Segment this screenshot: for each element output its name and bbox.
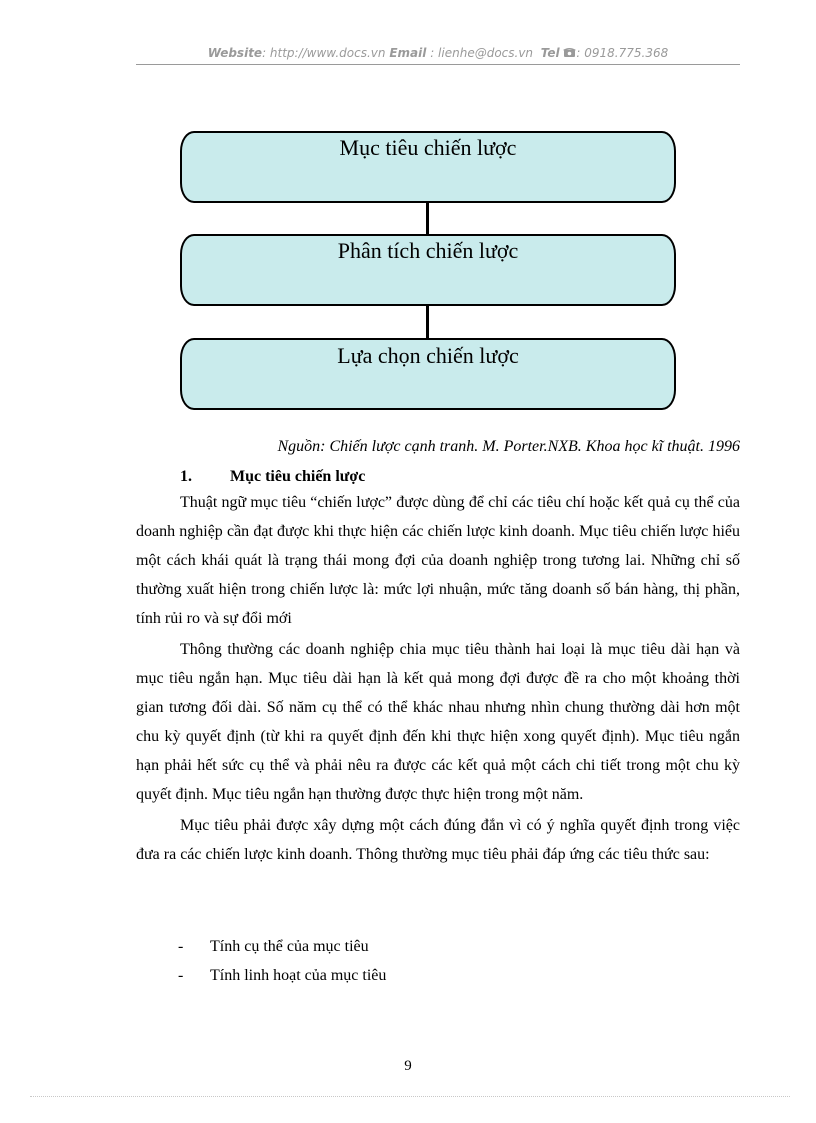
email-label: Email	[389, 46, 427, 60]
diagram-box-strategic-objectives	[180, 131, 676, 203]
diagram-box-label: Lựa chọn chiến lược	[337, 343, 519, 368]
website-value: : http://www.docs.vn	[262, 46, 386, 60]
diagram-source-caption: Nguồn: Chiến lược cạnh tranh. M. Porter.NXB. Khoa học kĩ thuật. 1996	[277, 438, 740, 455]
paragraph: Thuật ngữ mục tiêu “chiến lược” được dùng để chỉ các tiêu chí hoặc kết quả cụ thể của doanh nghiệp cần đạt được khi thực hiện các chiến lược kinh doanh. Mục tiêu chiến lược hiểu một cách khái quát là trạng thái mong đợi của doanh nghiệp trong tương lai. Những chỉ số thường xuất hiện trong chiến lược là: mức lợi nhuận, mức tăng doanh số bán hàng, thị phần, tính rủi ro và sự đổi mới	[136, 494, 740, 627]
paragraph: Thông thường các doanh nghiệp chia mục tiêu thành hai loại là mục tiêu dài hạn và mục tiêu ngắn hạn. Mục tiêu dài hạn là kết quả mong đợi được đề ra cho một khoảng thời gian tương đối dài. Số năm cụ thể có thể khác nhau nhưng nhìn chung thường dài hơn một chu kỳ quyết định (từ khi ra quyết định đến khi thực hiện xong quyết định). Mục tiêu ngắn hạn phải hết sức cụ thể và phải nêu ra được các kết quả một cách chi tiết trong một chu kỳ quyết định. Mục tiêu ngắn hạn thường được thực hiện trong một năm.	[136, 641, 740, 803]
diagram-connector	[426, 203, 429, 234]
section-heading	[180, 468, 365, 486]
criteria-list	[178, 938, 386, 996]
diagram-box-label: Phân tích chiến lược	[337, 238, 519, 263]
tel-label: Tel	[540, 46, 560, 60]
paragraph: Mục tiêu phải được xây dựng một cách đúng đắn vì có ý nghĩa quyết định trong việc đưa ra các chiến lược kinh doanh. Thông thường mục tiêu phải đáp ứng các tiêu thức sau:	[136, 817, 740, 863]
page-header	[136, 46, 740, 60]
list-item-text: Tính cụ thể của mục tiêu	[210, 938, 369, 955]
header-divider	[136, 64, 740, 65]
diagram-box-strategy-selection	[180, 338, 676, 410]
tel-value: : 0918.775.368	[576, 46, 669, 60]
section-title: Mục tiêu chiến lược	[230, 468, 366, 485]
diagram-connector	[426, 306, 429, 338]
diagram-box-label: Mục tiêu chiến lược	[339, 135, 517, 160]
page-number: 9	[404, 1058, 412, 1074]
email-value: : lienhe@docs.vn	[430, 46, 534, 60]
list-item	[178, 938, 386, 967]
list-item-text: Tính linh hoạt của mục tiêu	[210, 967, 387, 984]
list-item	[178, 967, 386, 996]
footer-divider	[30, 1096, 790, 1097]
bullet-marker: -	[178, 967, 184, 984]
bullet-marker: -	[178, 938, 184, 955]
website-label: Website	[207, 46, 263, 60]
phone-icon	[563, 47, 576, 58]
diagram-box-strategy-analysis	[180, 234, 676, 306]
body-text	[136, 488, 740, 871]
section-number: 1.	[180, 468, 192, 485]
